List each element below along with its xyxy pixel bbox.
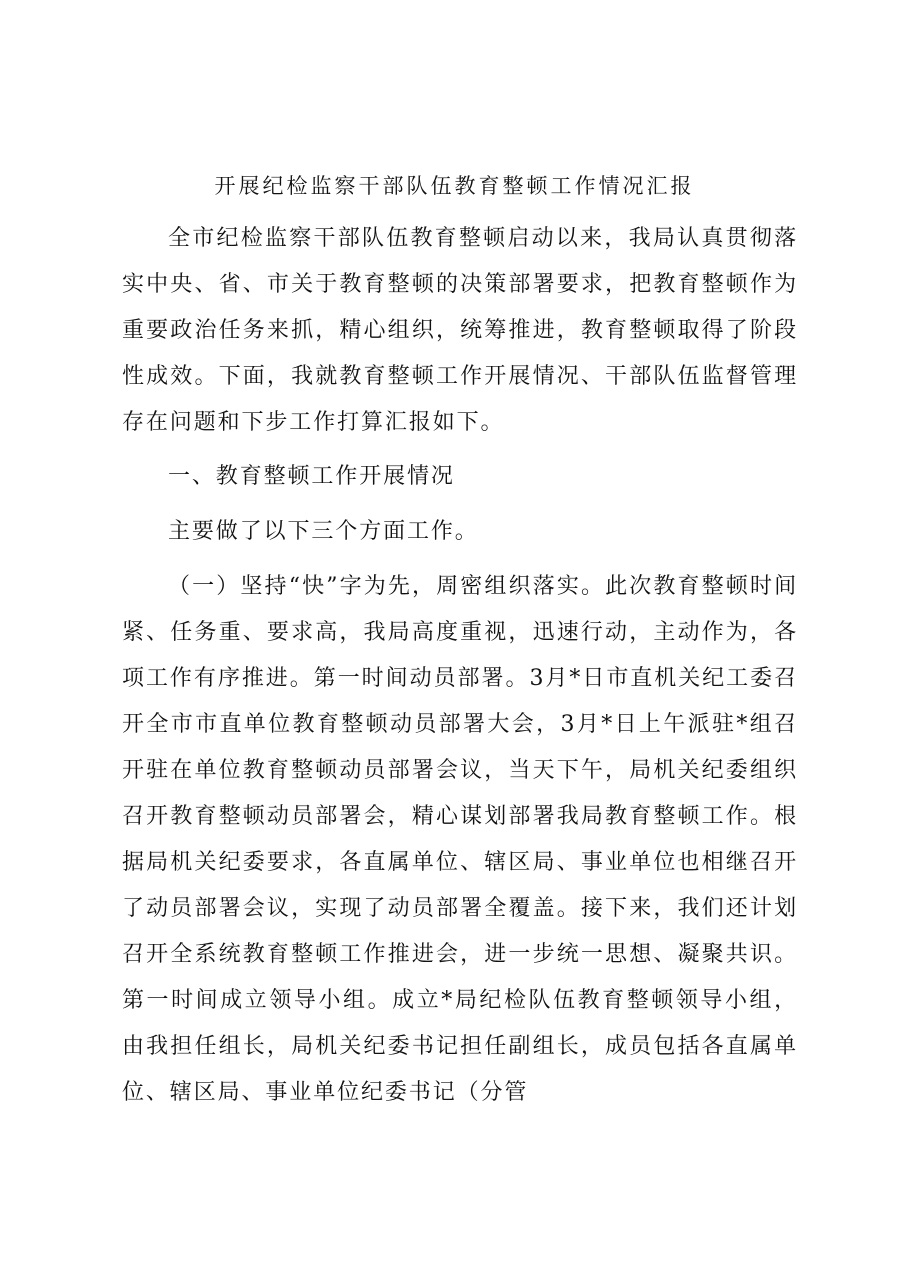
section-lead-paragraph: 主要做了以下三个方面工作。 [168,519,479,544]
document-title: 开展纪检监察干部队伍教育整顿工作情况汇报 [214,174,695,198]
intro-paragraph: 全市纪检监察干部队伍教育整顿启动以来，我局认真贯彻落实中央、省、市关于教育整顿的决策部署要求，把教育整顿作为重要政治任务来抓，精心组织，统筹推进，教育整顿取得了阶段性成效。下面，我就教育整顿工作开展情况、干部队伍监督管理存在问题和下步工作打算汇报如下。 [122,226,798,435]
section-heading: 一、教育整顿工作开展情况 [168,464,455,489]
subsection-paragraph: （一）坚持“快”字为先，周密组织落实。此次教育整顿时间紧、任务重、要求高，我局高度重视，迅速行动，主动作为，各项工作有序推进。第一时间动员部署。3月*日市直机关纪工委召开全市市直单位教育整顿动员部署大会，3月*日上午派驻*组召开驻在单位教育整顿动员部署会议，当天下午，局机关纪委组织召开教育整顿动员部署会，精心谋划部署我局教育整顿工作。根据局机关纪委要求，各直属单位、辖区局、事业单位也相继召开了动员部署会议，实现了动员部署全覆盖。接下来，我们还计划召开全系统教育整顿工作推进会，进一步统一思想、凝聚共识。第一时间成立领导小组。成立*局纪检队伍教育整顿领导小组，由我担任组长，局机关纪委书记担任副组长，成员包括各直属单位、辖区局、事业单位纪委书记（分管 [122,574,798,1105]
document-body [122,216,798,1116]
